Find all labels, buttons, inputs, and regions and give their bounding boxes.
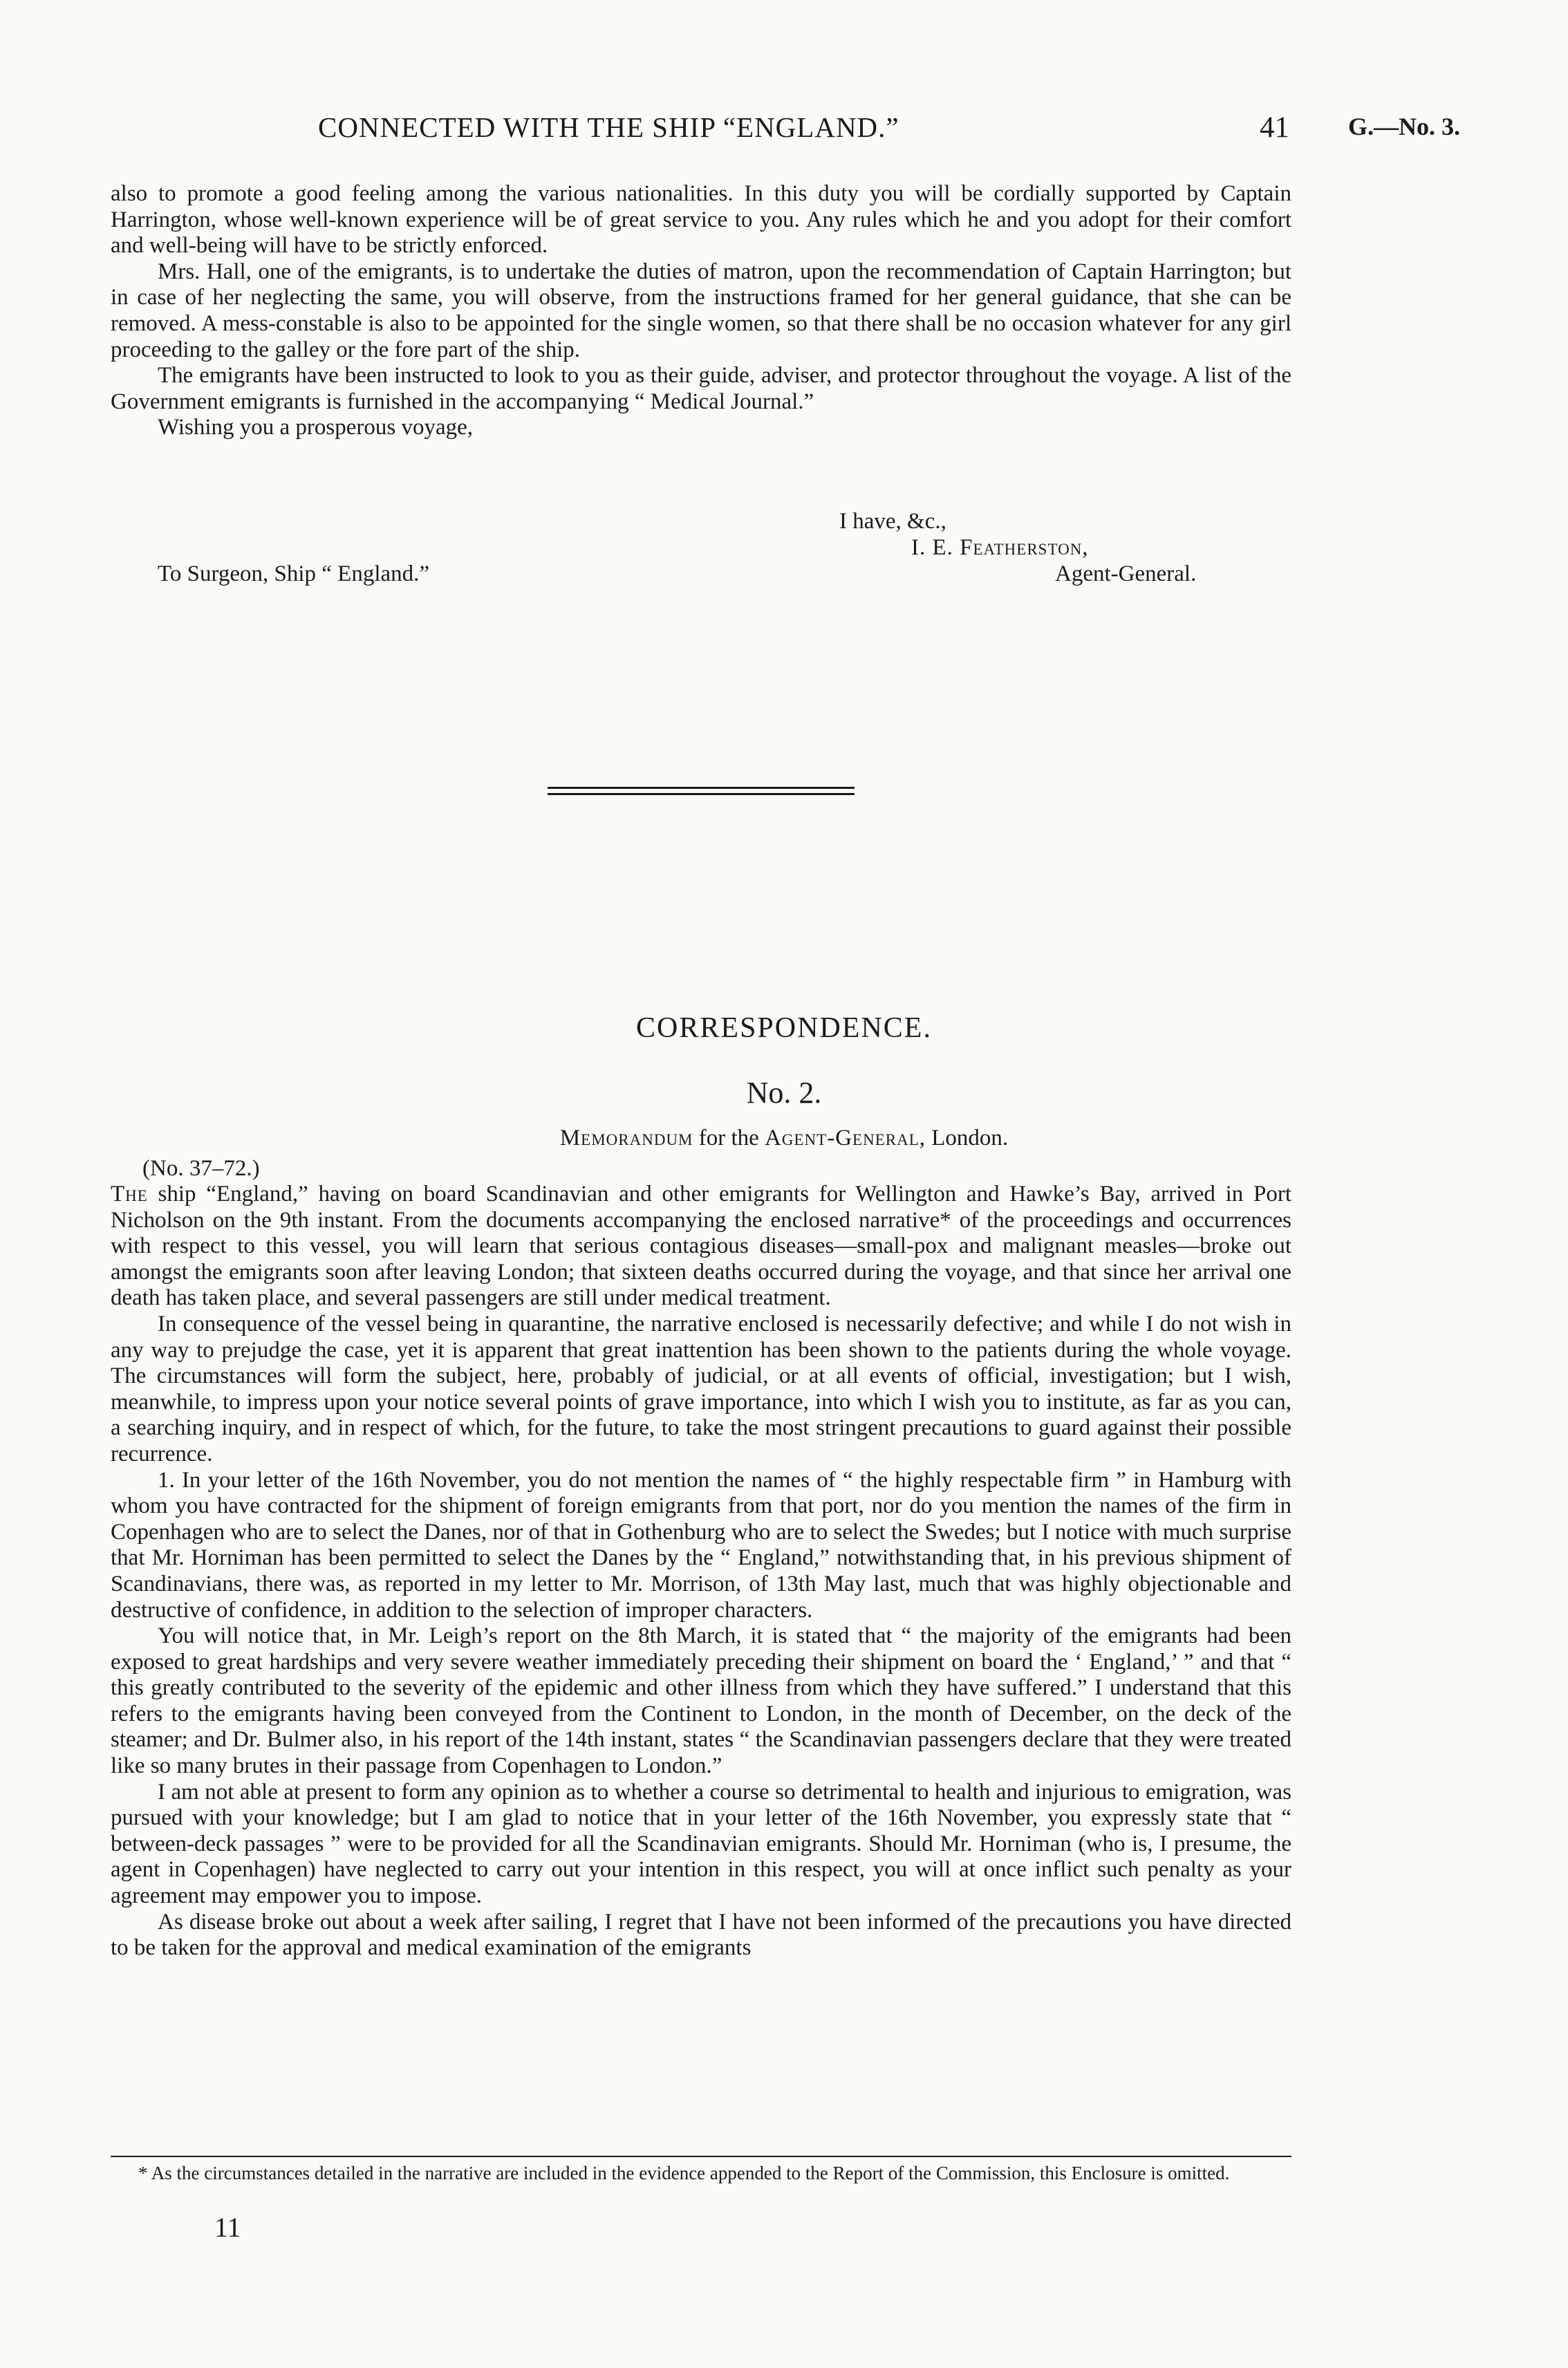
- section-rule-lower: [548, 793, 855, 795]
- memo-paragraph: I am not able at present to form any opinion as to whether a course so detrimental to health and injurious to emigration, was pursued with your knowledge; but I am glad to notice that in your letter of the 16th November, you expressly state that “ between-deck passages ” were to be provided for all the Scandinavian emigrants. Should Mr. Horniman (who is, I presume, the agent in Copenhagen) have neglected to carry out your intention in this respect, you will at once inflict such penalty as your agreement may empower you to impose.: [111, 1779, 1291, 1909]
- footnote-text: * As the circumstances detailed in the narrative are included in the evidence appended to the Report of the Commission, this Enclosure is omitted.: [138, 2163, 1230, 2183]
- running-header: [0, 111, 1568, 152]
- closing-line: I have, &c.,: [839, 509, 946, 534]
- memo-reference-number: (No. 37–72.): [142, 1156, 260, 1181]
- letter-paragraph: Mrs. Hall, one of the emigrants, is to undertake the duties of matron, upon the recommendation of Captain Harrington; but in case of her neglecting the same, you will observe, from the instructions framed for her general guidance, that she can be removed. A mess-constable is also to be appointed for the single women, so that there shall be no occasion whatever for any girl proceeding to the galley or the fore part of the ship.: [111, 259, 1291, 362]
- header-title: CONNECTED WITH THE SHIP “ENGLAND.”: [318, 111, 899, 143]
- memorandum-body: [111, 1182, 1291, 1961]
- printer-signature-number: 11: [214, 2212, 241, 2243]
- memo-recipient: Agent-General,: [765, 1126, 926, 1150]
- memo-paragraph: As disease broke out about a week after sailing, I regret that I have not been informed of the precautions you have directed to be taken for the approval and medical examination of the emigrants: [111, 1909, 1291, 1961]
- footnote-rule: [111, 2156, 1291, 2157]
- signatory-title: Agent-General.: [1055, 561, 1197, 586]
- memo-paragraph: In consequence of the vessel being in quarantine, the narrative enclosed is necessarily defective; and while I do not wish in any way to prejudge the case, yet it is apparent that great inattention has been shown to the patients during the whole voyage. The circumstances will form the subject, here, probably of judicial, or at all events of official, investigation; but I wish, meanwhile, to impress upon your notice several points of grave importance, into which I wish you to institute, as far as you can, a searching inquiry, and in respect of which, for the future, to take the most stringent precautions to guard against their possible recurrence.: [111, 1311, 1291, 1466]
- signatory-name: I. E. Featherston,: [911, 535, 1089, 560]
- memo-first-word: The: [111, 1182, 148, 1206]
- memo-heading: [0, 1126, 1568, 1151]
- page-number: 41: [1260, 111, 1289, 144]
- memo-paragraph: [111, 1182, 1291, 1312]
- letter-paragraph: Wishing you a prosperous voyage,: [158, 415, 474, 440]
- memo-paragraph: You will notice that, in Mr. Leigh’s report on the 8th March, it is stated that “ the majority of the emigrants had been exposed to great hardships and very severe weather immediately preceding their shipment on board the ‘ England,’ ” and that “ this greatly contributed to the severity of the epidemic and other illness from which they have suffered.” I understand that this refers to the emigrants having been conveyed from the Continent to London, in the month of December, on the deck of the steamer; and Dr. Bulmer also, in his report of the 14th instant, states “ the Scandinavian passengers declare that they were treated like so many brutes in their passage from Copenhagen to London.”: [111, 1623, 1291, 1779]
- memo-paragraph-text: ship “England,” having on board Scandinavian and other emigrants for Wellington and Hawke’s Bay, arrived in Port Nicholson on the 9th instant. From the documents accompanying the enclosed narrative* of the proceedings and occurrences with respect to this vessel, you will learn that serious contagious diseases—small-pox and malignant measles—broke out amongst the emigrants soon after leaving London; that sixteen deaths occurred during the voyage, and that since her arrival one death has taken place, and several passengers are still under medical treatment.: [111, 1182, 1291, 1311]
- document-number: No. 2.: [746, 1076, 822, 1110]
- letter-paragraph: The emigrants have been instructed to look to you as their guide, adviser, and protector throughout the voyage. A list of the Government emigrants is furnished in the accompanying “ Medical Journal.”: [111, 363, 1291, 414]
- section-rule-upper: [548, 787, 855, 789]
- addressee-line: To Surgeon, Ship “ England.”: [158, 561, 430, 586]
- memo-paragraph: 1. In your letter of the 16th November, you do not mention the names of “ the highly respectable firm ” in Hamburg with whom you have contracted for the shipment of foreign emigrants from that port, nor do you mention the names of the firm in Copenhagen who are to select the Danes, nor of that in Gothenburg who are to select the Swedes; but I notice with much surprise that Mr. Horniman has been permitted to select the Danes by the “ England,” notwithstanding that, in his previous shipment of Scandinavians, there was, as reported in my letter to Mr. Morrison, of 13th May last, much that was highly objectionable and destructive of confidence, in addition to the selection of improper characters.: [111, 1467, 1291, 1623]
- memo-place: London.: [931, 1126, 1009, 1150]
- letter-body: [111, 181, 1291, 441]
- letter-paragraph: also to promote a good feeling among the various nationalities. In this duty you will be cordially supported by Captain Harrington, whose well-known experience will be of great service to you. Any rules which he and you adopt for their comfort and well-being will have to be strictly enforced.: [111, 181, 1291, 259]
- section-heading: CORRESPONDENCE.: [636, 1012, 932, 1044]
- memo-for: for the: [698, 1126, 759, 1150]
- document-reference: G.—No. 3.: [1348, 113, 1460, 140]
- memo-prefix: Memorandum: [559, 1126, 693, 1150]
- footnote: [111, 2163, 1291, 2184]
